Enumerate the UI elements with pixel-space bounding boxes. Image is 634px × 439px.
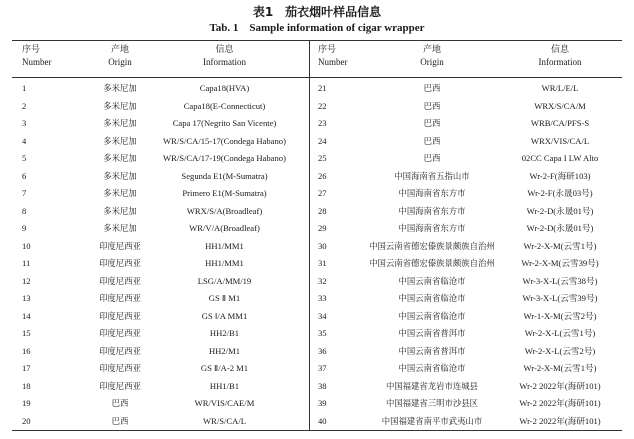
table-row — [22, 289, 307, 308]
header-origin-cn: 产地 — [110, 45, 129, 55]
header-info-en: Information — [538, 57, 582, 67]
table-row — [318, 97, 622, 116]
row-number: 36 — [318, 345, 327, 356]
row-number: 4 — [22, 135, 27, 146]
row-number: 22 — [318, 100, 327, 111]
row-information: HH1/MM1 — [205, 240, 244, 251]
row-information: WR/S/CA/15-17(Condega Habano) — [163, 135, 286, 146]
row-number: 23 — [318, 118, 327, 128]
row-origin: 印度尼西亚 — [99, 363, 141, 373]
row-origin: 中国云南省临沧市 — [398, 310, 466, 321]
row-number: 19 — [22, 398, 31, 408]
row-number: 17 — [22, 363, 31, 373]
row-origin: 多米尼加 — [103, 100, 137, 111]
row-information: Capa18(E-Connecticut) — [183, 100, 266, 111]
header-info-en: Information — [203, 57, 246, 67]
table-row — [22, 272, 307, 291]
row-information: HH1/B1 — [209, 380, 240, 391]
row-number: 40 — [318, 415, 327, 426]
row-origin: 多米尼加 — [103, 170, 137, 181]
row-number: 39 — [318, 398, 327, 408]
table-row — [318, 289, 622, 308]
row-information: WR/L/E/L — [541, 83, 579, 93]
row-origin: 多米尼加 — [103, 83, 137, 93]
header-info-right — [498, 44, 622, 68]
table-row — [318, 254, 622, 273]
row-number: 35 — [318, 328, 327, 338]
row-origin: 多米尼加 — [103, 118, 137, 128]
table-row — [318, 394, 622, 413]
row-origin: 巴西 — [423, 100, 441, 111]
row-number: 5 — [22, 153, 27, 163]
row-number: 25 — [318, 153, 327, 163]
row-information: WR/S/CA/17-19(Condega Habano) — [163, 153, 286, 163]
row-origin: 多米尼加 — [103, 205, 137, 216]
table-row — [22, 202, 307, 221]
row-number: 10 — [22, 240, 31, 251]
row-information: WRX/S/A(Broadleaf) — [186, 205, 263, 216]
row-information: LSG/A/MM/19 — [197, 275, 252, 286]
row-origin: 多米尼加 — [103, 188, 137, 198]
table-row — [318, 377, 622, 396]
row-information: Wr-2 2022年(海研101) — [519, 398, 601, 408]
row-information: WR/VIS/CAE/M — [194, 398, 255, 408]
row-information: WR/S/CA/L — [203, 415, 246, 426]
row-number: 38 — [318, 380, 327, 391]
row-information: Wr-2 2022年(海研101) — [519, 380, 601, 391]
row-origin: 中国云南省普洱市 — [398, 328, 466, 338]
header-origin-right — [346, 44, 518, 68]
row-information: Wr-2-X-L(云雪2号) — [524, 345, 596, 356]
table-row — [22, 167, 307, 186]
row-information: Wr-3-X-L(云雪39号) — [522, 293, 598, 303]
row-information: Wr-2-X-M(云雪1号) — [523, 240, 597, 251]
row-origin: 中国海南省东方市 — [398, 188, 466, 198]
header-number-cn: 序号 — [318, 45, 337, 55]
row-information: HH1/MM1 — [205, 258, 244, 268]
table-row — [22, 307, 307, 326]
row-number: 12 — [22, 275, 31, 286]
row-information: Wr-2-D(永晟01号) — [526, 223, 594, 233]
row-origin: 印度尼西亚 — [99, 345, 141, 356]
row-number: 8 — [22, 205, 27, 216]
header-info-cn: 信息 — [215, 45, 234, 55]
row-information: 02CC Capa I LW Alto — [521, 153, 599, 163]
row-number: 29 — [318, 223, 327, 233]
row-number: 21 — [318, 83, 327, 93]
row-number: 14 — [22, 310, 31, 321]
table-row — [318, 167, 622, 186]
row-number: 28 — [318, 205, 327, 216]
row-origin: 中国福建省三明市沙县区 — [385, 398, 479, 408]
row-number: 33 — [318, 293, 327, 303]
row-information: HH2/B1 — [209, 328, 240, 338]
row-number: 18 — [22, 380, 31, 391]
row-origin: 印度尼西亚 — [99, 328, 141, 338]
table-row — [22, 219, 307, 238]
row-origin: 多米尼加 — [103, 223, 137, 233]
table-title-cn: 表1 茄衣烟叶样品信息 — [252, 5, 382, 19]
table-row — [22, 184, 307, 203]
row-information: Wr-2-F(海研103) — [529, 170, 591, 181]
row-information: Wr-2-X-M(云雪1号) — [523, 363, 597, 373]
row-number: 16 — [22, 345, 31, 356]
row-origin: 印度尼西亚 — [99, 310, 141, 321]
row-information: Wr-1-X-M(云雪2号) — [523, 310, 597, 321]
header-number-left — [22, 44, 52, 68]
table-row — [22, 377, 307, 396]
header-number-right — [318, 44, 348, 68]
table-header-rule — [12, 77, 622, 78]
table-row — [318, 79, 622, 98]
row-number: 27 — [318, 188, 327, 198]
row-number: 11 — [22, 258, 31, 268]
row-information: Wr-2-X-M(云雪39号) — [521, 258, 599, 268]
table-top-rule — [12, 40, 622, 41]
row-information: WR/V/A(Broadleaf) — [189, 223, 260, 233]
row-information: Capa18(HVA) — [199, 83, 250, 93]
table-row — [22, 114, 307, 133]
row-origin: 印度尼西亚 — [99, 275, 141, 286]
row-origin: 中国福建省南平市武夷山市 — [381, 415, 483, 426]
row-information: WRX/VIS/CA/L — [530, 135, 590, 146]
table-row — [318, 237, 622, 256]
row-information: Wr-3-X-L(云雪38号) — [522, 275, 598, 286]
table-row — [22, 359, 307, 378]
header-origin-cn: 产地 — [422, 45, 441, 55]
table-row — [318, 412, 622, 431]
row-information: Wr-2 2022年(海研101) — [519, 415, 601, 426]
row-number: 9 — [22, 223, 27, 233]
row-number: 6 — [22, 170, 27, 181]
row-information: Wr-2-X-L(云雪1号) — [524, 328, 596, 338]
table-row — [318, 202, 622, 221]
row-number: 32 — [318, 275, 327, 286]
table-row — [22, 254, 307, 273]
header-origin-en: Origin — [420, 57, 444, 67]
table-row — [22, 412, 307, 431]
row-number: 37 — [318, 363, 327, 373]
table-row — [22, 132, 307, 151]
row-number: 31 — [318, 258, 327, 268]
row-origin: 多米尼加 — [103, 135, 137, 146]
table-row — [22, 97, 307, 116]
table-row — [22, 149, 307, 168]
header-number-en: Number — [22, 57, 52, 67]
row-origin: 中国云南省临沧市 — [398, 293, 466, 303]
table-row — [318, 272, 622, 291]
table-title-en: Tab. 1 Sample information of cigar wrapper — [209, 22, 425, 34]
row-number: 3 — [22, 118, 27, 128]
header-origin-en: Origin — [108, 57, 132, 67]
row-origin: 印度尼西亚 — [99, 380, 141, 391]
table-row — [318, 132, 622, 151]
row-information: Segunda E1(M-Sumatra) — [181, 170, 268, 181]
row-origin: 印度尼西亚 — [99, 258, 141, 268]
table-row — [22, 324, 307, 343]
row-origin: 巴西 — [111, 415, 129, 426]
row-origin: 中国海南省五指山市 — [394, 170, 470, 181]
table-row — [318, 359, 622, 378]
row-origin: 中国云南省德宏傣族景颇族自治州 — [369, 240, 495, 251]
header-info-left — [132, 44, 317, 68]
row-information: GS Ⅱ/A-2 M1 — [200, 363, 249, 373]
table-row — [318, 342, 622, 361]
row-information: GS Ⅱ M1 — [208, 293, 241, 303]
row-number: 20 — [22, 415, 31, 426]
row-number: 13 — [22, 293, 31, 303]
row-origin: 中国海南省东方市 — [398, 205, 466, 216]
row-information: Wr-2-D(永晟01号) — [526, 205, 594, 216]
table-row — [318, 149, 622, 168]
row-origin: 中国云南省德宏傣族景颇族自治州 — [369, 258, 495, 268]
table-row — [318, 184, 622, 203]
row-number: 30 — [318, 240, 327, 251]
header-number-cn: 序号 — [22, 45, 41, 55]
header-number-en: Number — [318, 57, 348, 67]
row-information: Wr-2-F(永晟03号) — [527, 188, 593, 198]
table-row — [318, 324, 622, 343]
row-information: HH2/M1 — [208, 345, 241, 356]
row-origin: 印度尼西亚 — [99, 240, 141, 251]
row-number: 1 — [22, 83, 27, 93]
row-number: 2 — [22, 100, 27, 111]
row-origin: 巴西 — [423, 83, 441, 93]
row-information: Primero E1(M-Sumatra) — [182, 188, 267, 198]
table-row — [22, 79, 307, 98]
row-origin: 印度尼西亚 — [99, 293, 141, 303]
table-row — [22, 394, 307, 413]
row-origin: 巴西 — [423, 118, 441, 128]
row-information: WRX/S/CA/M — [534, 100, 586, 111]
row-origin: 巴西 — [423, 153, 441, 163]
row-number: 26 — [318, 170, 327, 181]
row-number: 15 — [22, 328, 31, 338]
row-information: Capa 17(Negrito San Vicente) — [172, 118, 277, 128]
table-row — [318, 307, 622, 326]
row-origin: 中国云南省临沧市 — [398, 363, 466, 373]
table-row — [318, 114, 622, 133]
row-origin: 中国云南省临沧市 — [398, 275, 466, 286]
table-row — [318, 219, 622, 238]
row-origin: 中国云南省普洱市 — [398, 345, 466, 356]
table-row — [22, 342, 307, 361]
row-origin: 中国福建省龙岩市连城县 — [385, 380, 479, 391]
header-info-cn: 信息 — [550, 45, 569, 55]
row-number: 7 — [22, 188, 27, 198]
row-information: GS Ⅰ/A MM1 — [201, 310, 248, 321]
row-number: 24 — [318, 135, 327, 146]
row-origin: 巴西 — [423, 135, 441, 146]
row-origin: 巴西 — [111, 398, 129, 408]
row-information: WRB/CA/PFS-S — [530, 118, 590, 128]
row-origin: 中国海南省东方市 — [398, 223, 466, 233]
row-origin: 多米尼加 — [103, 153, 137, 163]
table-row — [22, 237, 307, 256]
row-number: 34 — [318, 310, 327, 321]
